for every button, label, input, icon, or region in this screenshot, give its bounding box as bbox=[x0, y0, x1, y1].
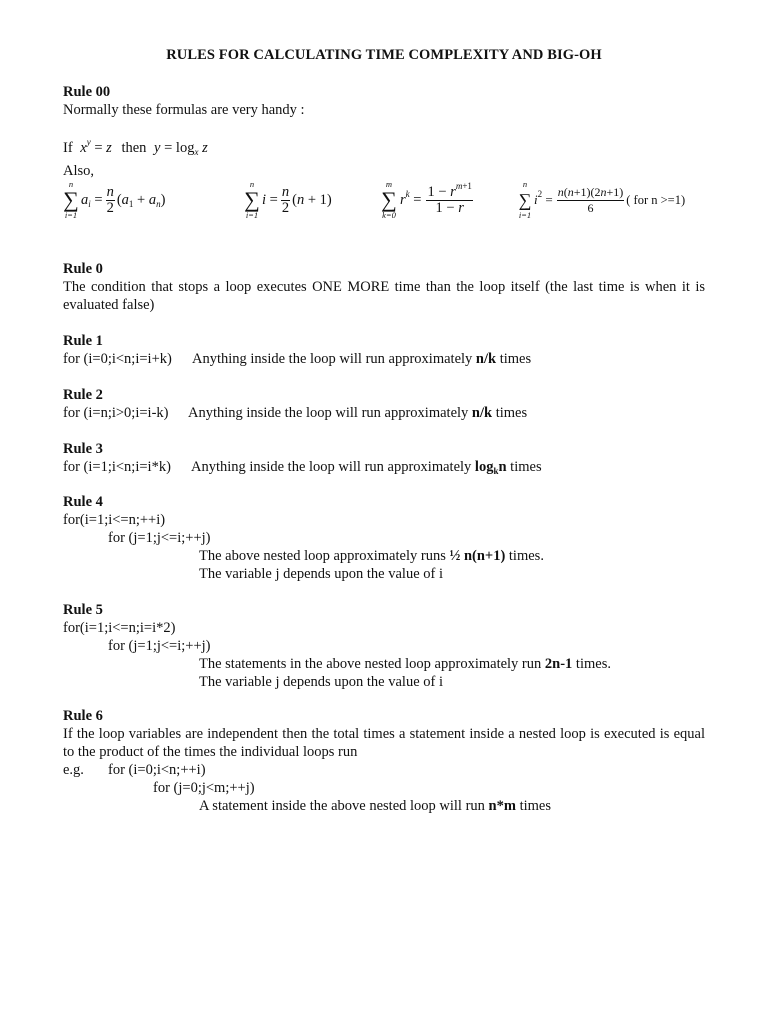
rule6-outer-loop: for (i=0;i<n;++i) bbox=[108, 762, 206, 778]
rule00-heading: Rule 00 bbox=[63, 84, 111, 100]
rule5-line1-bold: 2n-1 bbox=[544, 656, 573, 672]
page-title: RULES FOR CALCULATING TIME COMPLEXITY AND BIG-OH bbox=[166, 47, 602, 63]
rule3-desc-log bbox=[475, 459, 507, 475]
rule2-description bbox=[188, 404, 527, 422]
rule3-log-base: k bbox=[493, 466, 499, 476]
rule3-log-word: log bbox=[474, 459, 494, 475]
rule3-desc-text: Anything inside the loop will run approximately bbox=[191, 459, 472, 475]
log-then-label: then bbox=[121, 140, 147, 156]
rule2-code: for (i=n;i>0;i=i-k) bbox=[63, 405, 169, 421]
rule4-line1-text: The above nested loop approximately runs bbox=[199, 548, 446, 564]
rule2-desc-text: Anything inside the loop will run approximately bbox=[188, 405, 469, 421]
rule1-code: for (i=0;i<n;i=i+k) bbox=[63, 351, 172, 367]
rule2-desc-bold: n/k bbox=[471, 405, 493, 421]
rule2-heading: Rule 2 bbox=[63, 387, 103, 403]
rule3-desc-suffix: times bbox=[510, 459, 542, 475]
sum-of-squares-condition: ( for n >=1) bbox=[626, 193, 686, 207]
rule6-text: If the loop variables are independent then the total times a statement inside a nested loop is executed is equal to the product of the times the individual loops run bbox=[63, 726, 705, 760]
rule5-line1-text: The statements in the above nested loop approximately run bbox=[199, 656, 542, 672]
formula-sum-of-i: n ∑ i=1 i = $\frac{n}{2}$ (n + 1) bbox=[244, 179, 332, 220]
log-premise: $x^y = z$ bbox=[80, 137, 112, 156]
rule1-desc-text: Anything inside the loop will run approximately bbox=[192, 351, 473, 367]
rule3-code: for (i=1;i<n;i=i*k) bbox=[63, 459, 171, 475]
rule6-inner-loop: for (j=0;j<m;++j) bbox=[153, 780, 255, 796]
formula-sum-of-squares: n ∑ i=1 $i^2$ = $\frac{n(n+1)(2n+1)}{6}$ ( for n >=1) bbox=[518, 179, 686, 220]
rule4-line1-bold: ½ n(n+1) bbox=[449, 548, 506, 564]
formula-geometric-sum: m ∑ k=0 $r^k$ = $\frac{1 - r^{m+1}}{1 - r}$ bbox=[381, 179, 472, 220]
formula-arithmetic-sum: n ∑ i=1 $a_i$ = $\frac{n}{2}$ $(a_1 + a_n)$ bbox=[63, 179, 166, 220]
rule0-text: The condition that stops a loop executes ONE MORE time than the loop itself (the last time is when it is evaluated false) bbox=[63, 279, 705, 313]
rule1-desc-bold: n/k bbox=[475, 351, 497, 367]
log-if-label: If bbox=[63, 140, 73, 156]
rule6-line-bold: n*m bbox=[488, 798, 516, 814]
log-conclusion: $y = \log_x z$ bbox=[154, 140, 208, 157]
rule5-line2: The variable j depends upon the value of i bbox=[199, 674, 444, 690]
rule0-heading: Rule 0 bbox=[63, 261, 103, 277]
rule6-line-suffix: times bbox=[519, 798, 551, 814]
rule4-line2: The variable j depends upon the value of i bbox=[199, 566, 444, 582]
rule3-description bbox=[191, 458, 542, 476]
rule5-inner-loop: for (j=1;j<=i;++j) bbox=[108, 638, 211, 654]
also-label: Also, bbox=[63, 163, 95, 179]
rule5-line1-suffix: times. bbox=[575, 656, 611, 672]
rule3-heading: Rule 3 bbox=[63, 441, 103, 457]
rule6-eg-label: e.g. bbox=[63, 762, 84, 778]
rule5-heading: Rule 5 bbox=[63, 602, 103, 618]
rule4-inner-loop: for (j=1;j<=i;++j) bbox=[108, 530, 211, 546]
rule6-line-text: A statement inside the above nested loop will run bbox=[199, 798, 485, 814]
rule5-line1 bbox=[199, 655, 611, 673]
rule4-outer-loop: for(i=1;i<=n;++i) bbox=[63, 512, 166, 528]
rule5-outer-loop: for(i=1;i<=n;i=i*2) bbox=[63, 620, 176, 636]
rule6-line bbox=[199, 797, 551, 815]
rule4-line1-suffix: times. bbox=[508, 548, 544, 564]
rule1-desc-suffix: times bbox=[499, 351, 532, 367]
rule1-heading: Rule 1 bbox=[63, 333, 103, 349]
rule4-heading: Rule 4 bbox=[63, 494, 103, 510]
rule4-line1 bbox=[199, 547, 544, 565]
rule1-description bbox=[192, 350, 531, 368]
log-identity bbox=[63, 139, 208, 157]
rule00-intro: Normally these formulas are very handy : bbox=[63, 102, 305, 118]
rule2-desc-suffix: times bbox=[495, 405, 528, 421]
rule6-heading: Rule 6 bbox=[63, 708, 103, 724]
rule3-log-arg: n bbox=[498, 459, 507, 475]
